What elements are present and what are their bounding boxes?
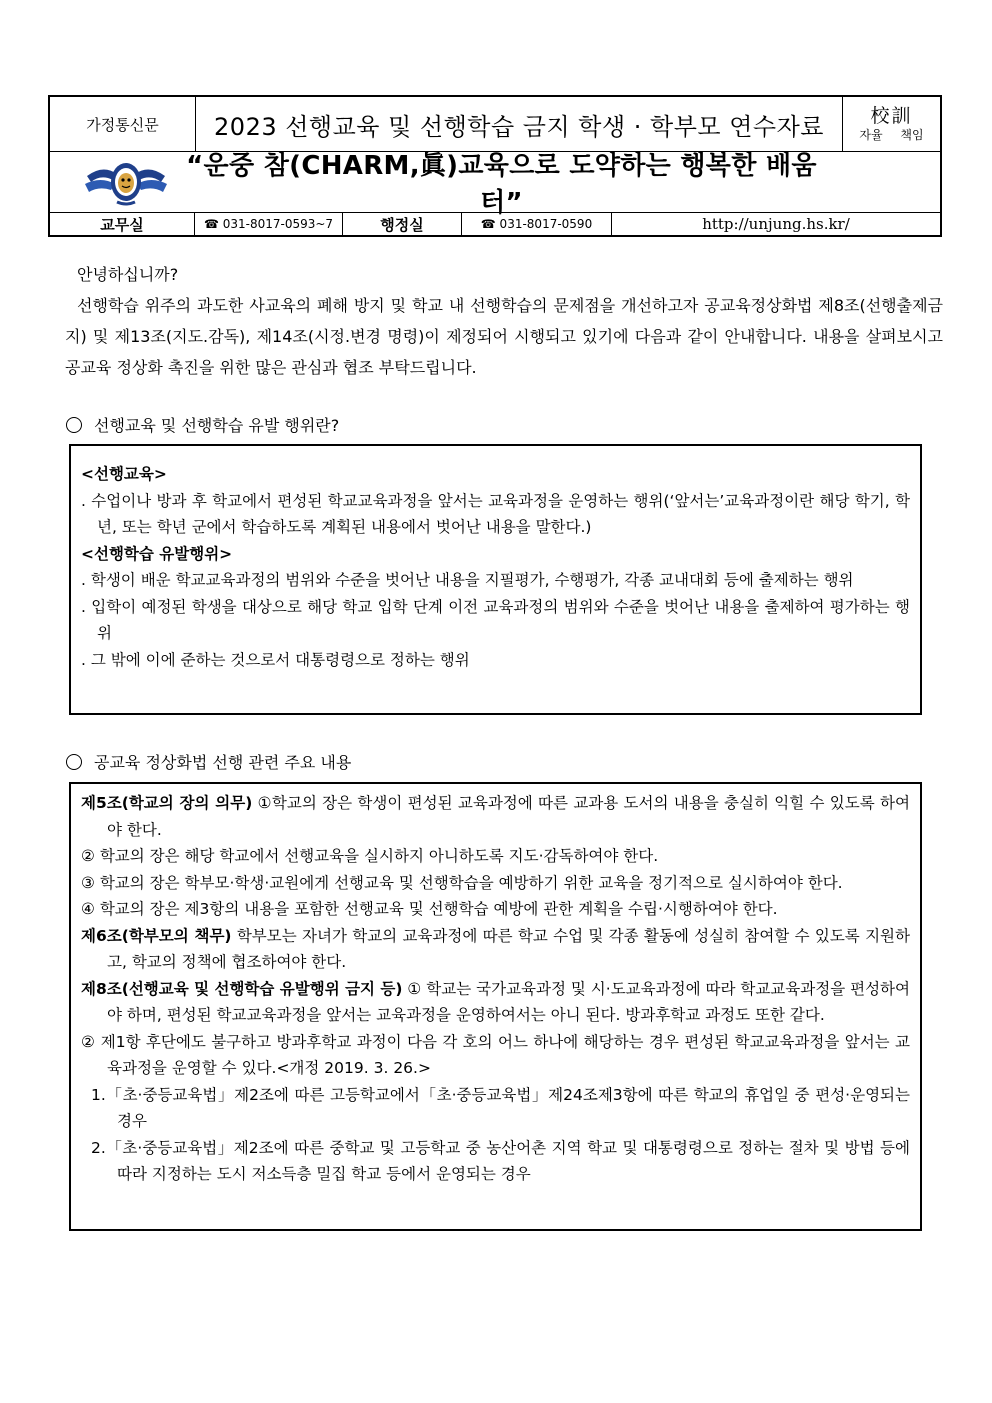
admin-office-phone: ☎ 031-8017-0590 [462,213,612,235]
article5-paragraph2: ② 학교의 장은 해당 학교에서 선행교육을 실시하지 아니하도록 지도·감독하여야 한다. [81,847,659,865]
prior-education-title: <선행교육> [81,465,167,483]
school-logo-icon [78,152,173,212]
admin-office-label: 행정실 [343,213,462,235]
article5-paragraph1 [81,790,910,843]
article8-text1: ① 학교는 국가교육과정 및 시·도교육과정에 따라 학교교육과정을 편성하여야 하며, 편성된 학교교육과정을 앞서는 교육과정을 운영하여서는 아니 된다. 방과후학교 과정도 또한 같다. [107,979,911,1024]
academic-office-label: 교무실 [50,213,195,235]
article8-paragraph2: ② 제1항 후단에도 불구하고 방과후학교 과정이 다음 각 호의 어느 하나에 해당하는 경우 편성된 학교교육과정을 앞서는 교육과정을 운영할 수 있다.<개정 2019. 3. 26.> [81,1032,910,1077]
article8-title: 제8조(선행교육 및 선행학습 유발행위 금지 등) [81,979,403,998]
school-slogan: “운중 참(CHARM,眞)교육으로 도약하는 행복한 배움터” [186,151,817,218]
definition-box [69,444,922,715]
article6-text: 학부모는 자녀가 학교의 교육과정에 따른 학교 수업 및 각종 활동에 성실히 참여할 수 있도록 지원하고, 학교의 정책에 협조하여야 한다. [107,926,910,971]
article5-text1: ①학교의 장은 학생이 편성된 교육과정에 따른 교과용 도서의 내용을 충실히 익힐 수 있도록 하여야 한다. [107,794,910,839]
prior-learning-title: <선행학습 유발행위> [81,544,233,563]
section2-heading-text: 공교육 정상화법 선행 관련 주요 내용 [94,753,352,772]
letter-header [48,95,942,237]
intro-paragraph: 선행학습 위주의 과도한 사교육의 폐해 방지 및 학교 내 선행학습의 문제점을 개선하고자 공교육정상화법 제8조(선행출제금지) 및 제13조(지도.감독), 제14조(시정.변경 명령)이 제정되어 시행되고 있기에 다음과 같이 안내합니다. 내용을 살펴보시고 공교육 정상화 촉진을 위한 많은 관심과 협조 부탁드립니다. [65,296,943,377]
article5-paragraph3: ③ 학교의 장은 학부모·학생·교원에게 선행교육 및 선행학습을 예방하기 위한 교육을 정기적으로 실시하여야 한다. [81,873,843,892]
header-title-row [50,97,940,152]
school-motto [843,97,940,151]
section1-heading [66,413,339,436]
document-title: 2023 선행교육 및 선행학습 금지 학생 · 학부모 연수자료 [196,97,843,151]
section1-heading-text: 선행교육 및 선행학습 유발 행위란? [94,416,340,435]
law-provisions-box [69,782,922,1231]
article5-title: 제5조(학교의 장의 의무) [81,794,253,812]
article8-subitem2: 2.「초·중등교육법」제2조에 따른 중학교 및 고등학교 중 농산어촌 지역 학교 및 대통령령으로 정하는 절차 및 방법 등에 따라 지정하는 도시 저소득층 밀집 학교 등에서 운영되는 경우 [91,1138,910,1183]
prior-learning-item: . 입학이 예정된 학생을 대상으로 해당 학교 입학 단계 이전 교육과정의 범위와 수준을 벗어난 내용을 출제하여 평가하는 행위 [81,597,910,642]
article5-paragraph4: ④ 학교의 장은 제3항의 내용을 포함한 선행교육 및 선행학습 예방에 관한 계획을 수립·시행하여야 한다. [81,900,778,918]
prior-learning-item: . 학생이 배운 학교교육과정의 범위와 수준을 벗어난 내용을 지필평가, 수행평가, 각종 교내대회 등에 출제하는 행위 [81,571,854,589]
article6-paragraph [81,923,910,976]
circle-bullet-icon [66,417,82,433]
letter-type-label: 가정통신문 [50,97,196,151]
header-contact-row [50,213,940,235]
prior-learning-item: . 그 밖에 이에 준하는 것으로서 대통령령으로 정하는 행위 [81,650,470,669]
greeting: 안녕하십니까? [77,265,179,284]
article6-title: 제6조(학부모의 책무) [81,926,232,945]
academic-office-phone: ☎ 031-8017-0593~7 [195,213,343,235]
article8-paragraph1 [81,976,910,1029]
prior-education-item: . 수업이나 방과 후 학교에서 편성된 학교교육과정을 앞서는 교육과정을 운영하는 행위(‘앞서는’교육과정이란 해당 학기, 학년, 또는 학년 군에서 학습하도록 계획된 내용에서 벗어난 내용을 말한다.) [81,491,910,536]
circle-bullet-icon [66,754,82,770]
article8-subitem1: 1.「초·중등교육법」제2조에 따른 고등학교에서「초·중등교육법」제24조제3항에 따른 학교의 휴업일 중 편성·운영되는 경우 [91,1085,910,1130]
school-website-link[interactable]: http://unjung.hs.kr/ [702,215,850,233]
motto-words: 자율 책임 [859,128,924,142]
section2-heading [66,750,351,773]
motto-title: 校訓 [870,105,913,127]
header-slogan-row [50,151,940,218]
